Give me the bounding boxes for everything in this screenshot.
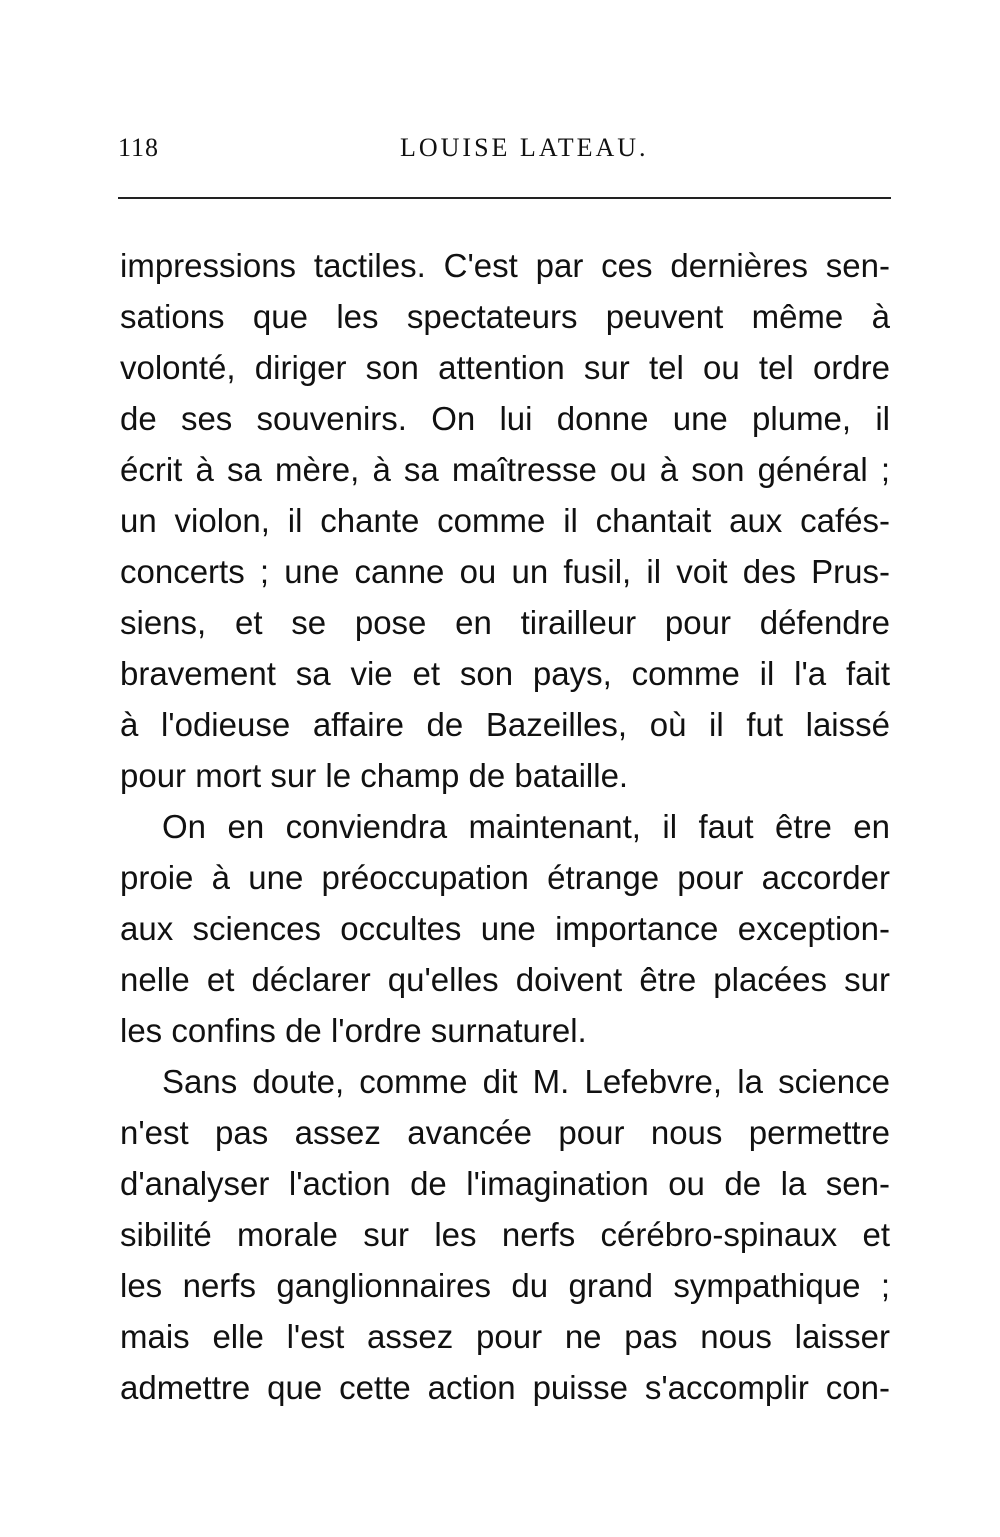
text-line: sations que les spectateurs peuvent même à xyxy=(120,298,890,335)
text-line: les confins de l'ordre surnaturel. xyxy=(120,1012,587,1049)
text-line: sibilité morale sur les nerfs cérébro-spinaux et xyxy=(120,1216,890,1253)
text-line: bravement sa vie et son pays, comme il l'a fait xyxy=(120,655,890,692)
text-line: impressions tactiles. C'est par ces dernières sen- xyxy=(120,247,890,284)
running-head xyxy=(118,133,891,167)
header-rule xyxy=(118,197,891,199)
text-line: admettre que cette action puisse s'accomplir con- xyxy=(120,1369,890,1406)
text-line: n'est pas assez avancée pour nous permettre xyxy=(120,1114,890,1151)
body-text xyxy=(120,240,890,1413)
text-line: écrit à sa mère, à sa maîtresse ou à son général ; xyxy=(120,451,890,488)
page-number: 118 xyxy=(118,133,160,162)
text-line: à l'odieuse affaire de Bazeilles, où il fut laissé xyxy=(120,706,890,743)
paragraph-1 xyxy=(120,240,890,801)
text-line: les nerfs ganglionnaires du grand sympathique ; xyxy=(120,1267,890,1304)
text-line: pour mort sur le champ de bataille. xyxy=(120,757,629,794)
text-line: nelle et déclarer qu'elles doivent être placées sur xyxy=(120,961,890,998)
text-line: un violon, il chante comme il chantait aux cafés- xyxy=(120,502,890,539)
text-line: d'analyser l'action de l'imagination ou de la sen- xyxy=(120,1165,890,1202)
text-line: concerts ; une canne ou un fusil, il voit des Prus- xyxy=(120,553,890,590)
text-line: de ses souvenirs. On lui donne une plume, il xyxy=(120,400,890,437)
text-line: Sans doute, comme dit M. Lefebvre, la science xyxy=(162,1063,890,1100)
paragraph-2 xyxy=(120,801,890,1056)
text-line: aux sciences occultes une importance exception- xyxy=(120,910,890,947)
paragraph-3 xyxy=(120,1056,890,1413)
text-line: volonté, diriger son attention sur tel ou tel ordre xyxy=(120,349,890,386)
text-line: On en conviendra maintenant, il faut être en xyxy=(162,808,890,845)
text-line: siens, et se pose en tirailleur pour défendre xyxy=(120,604,890,641)
text-line: mais elle l'est assez pour ne pas nous laisser xyxy=(120,1318,890,1355)
running-title: LOUISE LATEAU. xyxy=(400,133,649,162)
text-line: proie à une préoccupation étrange pour accorder xyxy=(120,859,890,896)
